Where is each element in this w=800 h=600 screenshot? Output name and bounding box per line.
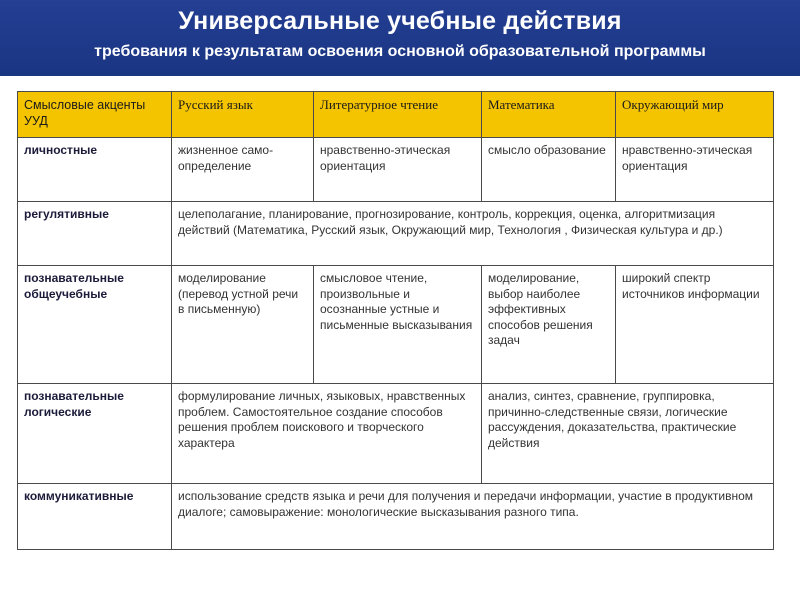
column-header-math: Математика bbox=[482, 92, 616, 138]
column-header-accents: Смысловые акценты УУД bbox=[18, 92, 172, 138]
uud-table bbox=[17, 91, 774, 550]
row-label-cognitive-general: познавательные общеучебные bbox=[18, 266, 172, 384]
table-header-row bbox=[18, 92, 774, 138]
cell-personal-literature: нравственно-этическая ориентация bbox=[314, 138, 482, 202]
cell-cognitive-general-world: широкий спектр источников информации bbox=[616, 266, 774, 384]
table-row-cognitive-general bbox=[18, 266, 774, 384]
table-row-regulatory bbox=[18, 202, 774, 266]
table-row-cognitive-logical bbox=[18, 384, 774, 484]
cell-cognitive-logical-russian-literature: формулирование личных, языковых, нравственных проблем. Самостоятельное создание способов решения проблем поискового и творческого характера bbox=[172, 384, 482, 484]
cell-cognitive-general-math: моделирование, выбор наиболее эффективных способов решения задач bbox=[482, 266, 616, 384]
column-header-literature: Литературное чтение bbox=[314, 92, 482, 138]
cell-personal-math: смысло образование bbox=[482, 138, 616, 202]
cell-cognitive-logical-math-world: анализ, синтез, сравнение, группировка, причинно-следственные связи, логические рассуждения, доказательства, практические действия bbox=[482, 384, 774, 484]
title-bar bbox=[0, 0, 800, 76]
cell-personal-russian: жизненное само-определение bbox=[172, 138, 314, 202]
cell-cognitive-general-literature: смысловое чтение, произвольные и осознанные устные и письменные высказывания bbox=[314, 266, 482, 384]
cell-cognitive-general-russian: моделирование (перевод устной речи в письменную) bbox=[172, 266, 314, 384]
column-header-world: Окружающий мир bbox=[616, 92, 774, 138]
cell-communicative-all: использование средств языка и речи для получения и передачи информации, участие в продуктивном диалоге; самовыражение: монологические высказывания разного типа. bbox=[172, 484, 774, 550]
cell-regulatory-all: целеполагание, планирование, прогнозирование, контроль, коррекция, оценка, алгоритмизация действий (Математика, Русский язык, Окружающий мир, Технология , Физическая культура и др.) bbox=[172, 202, 774, 266]
row-label-communicative: коммуникативные bbox=[18, 484, 172, 550]
column-header-russian: Русский язык bbox=[172, 92, 314, 138]
row-label-regulatory: регулятивные bbox=[18, 202, 172, 266]
table-row-personal bbox=[18, 138, 774, 202]
page-subtitle: требования к результатам освоения основной образовательной программы bbox=[94, 43, 706, 60]
row-label-personal: личностные bbox=[18, 138, 172, 202]
table-row-communicative bbox=[18, 484, 774, 550]
page-title: Универсальные учебные действия bbox=[178, 7, 622, 35]
row-label-cognitive-logical: познавательные логические bbox=[18, 384, 172, 484]
cell-personal-world: нравственно-этическая ориентация bbox=[616, 138, 774, 202]
